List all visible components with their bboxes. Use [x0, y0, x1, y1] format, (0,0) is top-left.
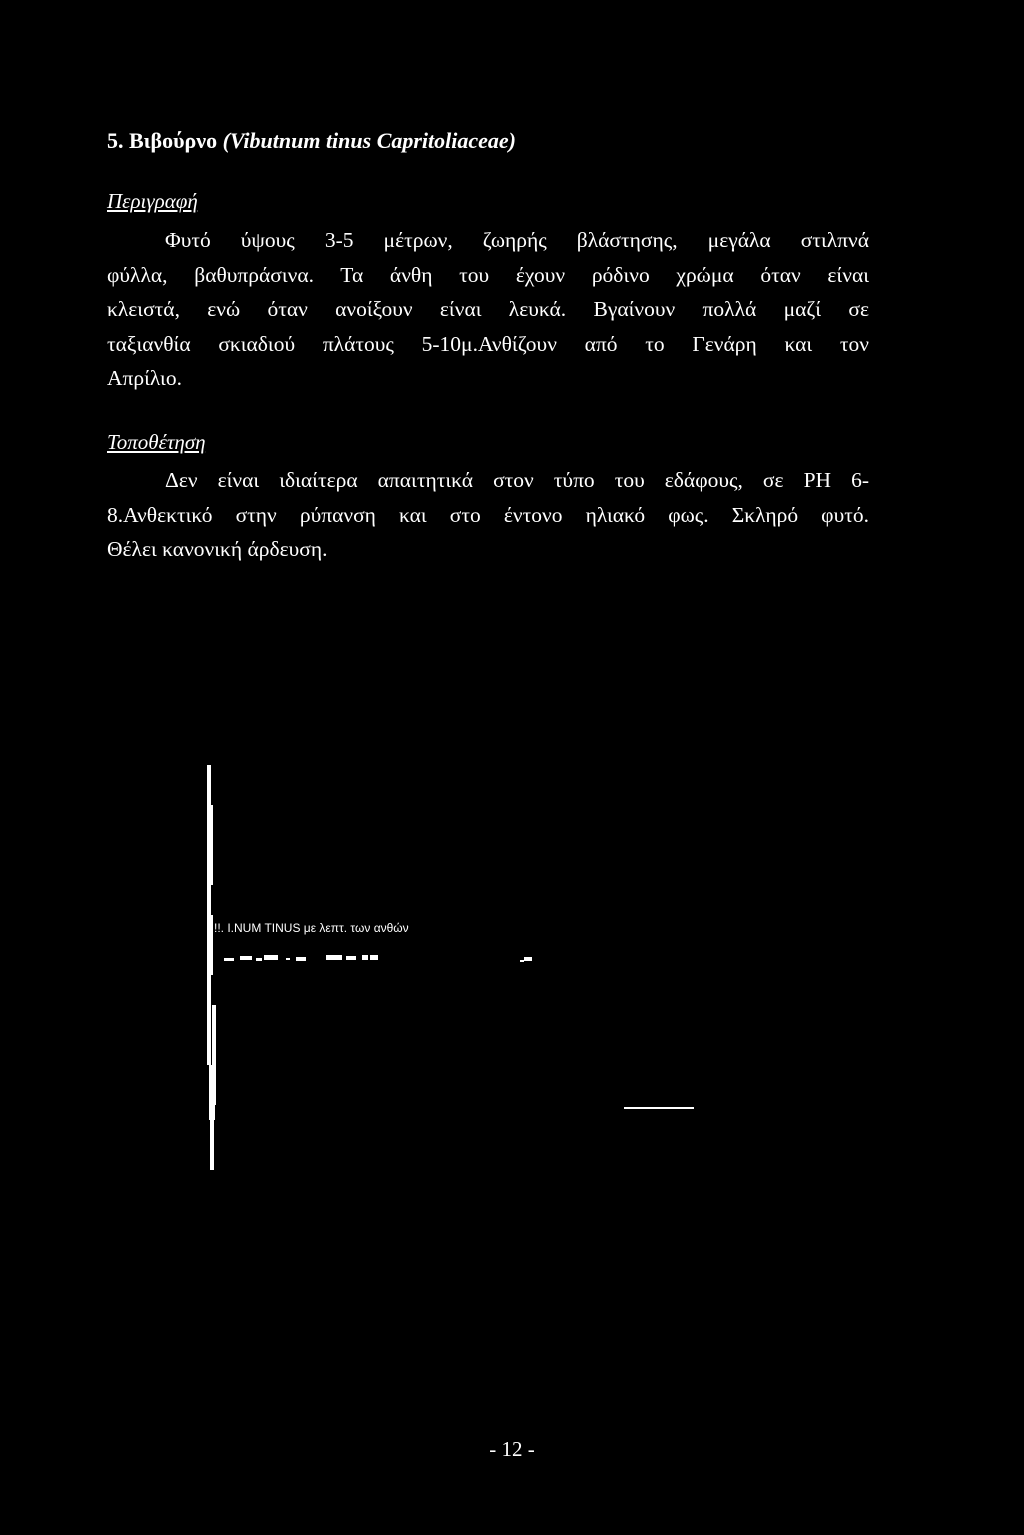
- placement-line: Θέλει κανονική άρδευση.: [107, 537, 328, 561]
- photo-caption: !!. I.NUM TINUS με λεπτ. των ανθών: [214, 921, 409, 935]
- description-title: Περιγραφή: [107, 189, 198, 213]
- placement-line: 8.Ανθεκτικό στην ρύπανση και στο έντονο ηλιακό φως. Σκληρό φυτό.: [107, 502, 869, 527]
- placement-line: Δεν είναι ιδιαίτερα απαιτητικά στον τύπο του εδάφους, σε PH 6-: [165, 468, 869, 492]
- plant-latin-name: (Vibutnum tinus Capritoliaceae): [222, 128, 516, 153]
- description-line: κλειστά, ενώ όταν ανοίξουν είναι λευκά. Βγαίνουν πολλά μαζί σε: [107, 297, 869, 321]
- description-line: ταξιανθία σκιαδιού πλάτους 5-10μ.Ανθίζουν από το Γενάρη και τον: [107, 331, 869, 356]
- page-number: - 12 -: [489, 1437, 535, 1461]
- placement-paragraph: [107, 463, 869, 567]
- description-line: Απρίλιο.: [107, 366, 182, 390]
- description-line: φύλλα, βαθυπράσινα. Τα άνθη του έχουν ρόδινο χρώμα όταν είναι: [107, 262, 869, 287]
- plant-greek-name: Βιβούρνο: [129, 128, 218, 153]
- description-line: Φυτό ύψους 3-5 μέτρων, ζωηρής βλάστησης, μεγάλα στιλπνά: [165, 228, 869, 252]
- section-heading: [107, 128, 516, 154]
- placement-title: Τοποθέτηση: [107, 430, 206, 454]
- description-paragraph: [107, 223, 869, 396]
- plant-photo: [200, 765, 700, 1175]
- section-number: 5.: [107, 128, 124, 153]
- photo-artifacts-graphic: [200, 765, 700, 1175]
